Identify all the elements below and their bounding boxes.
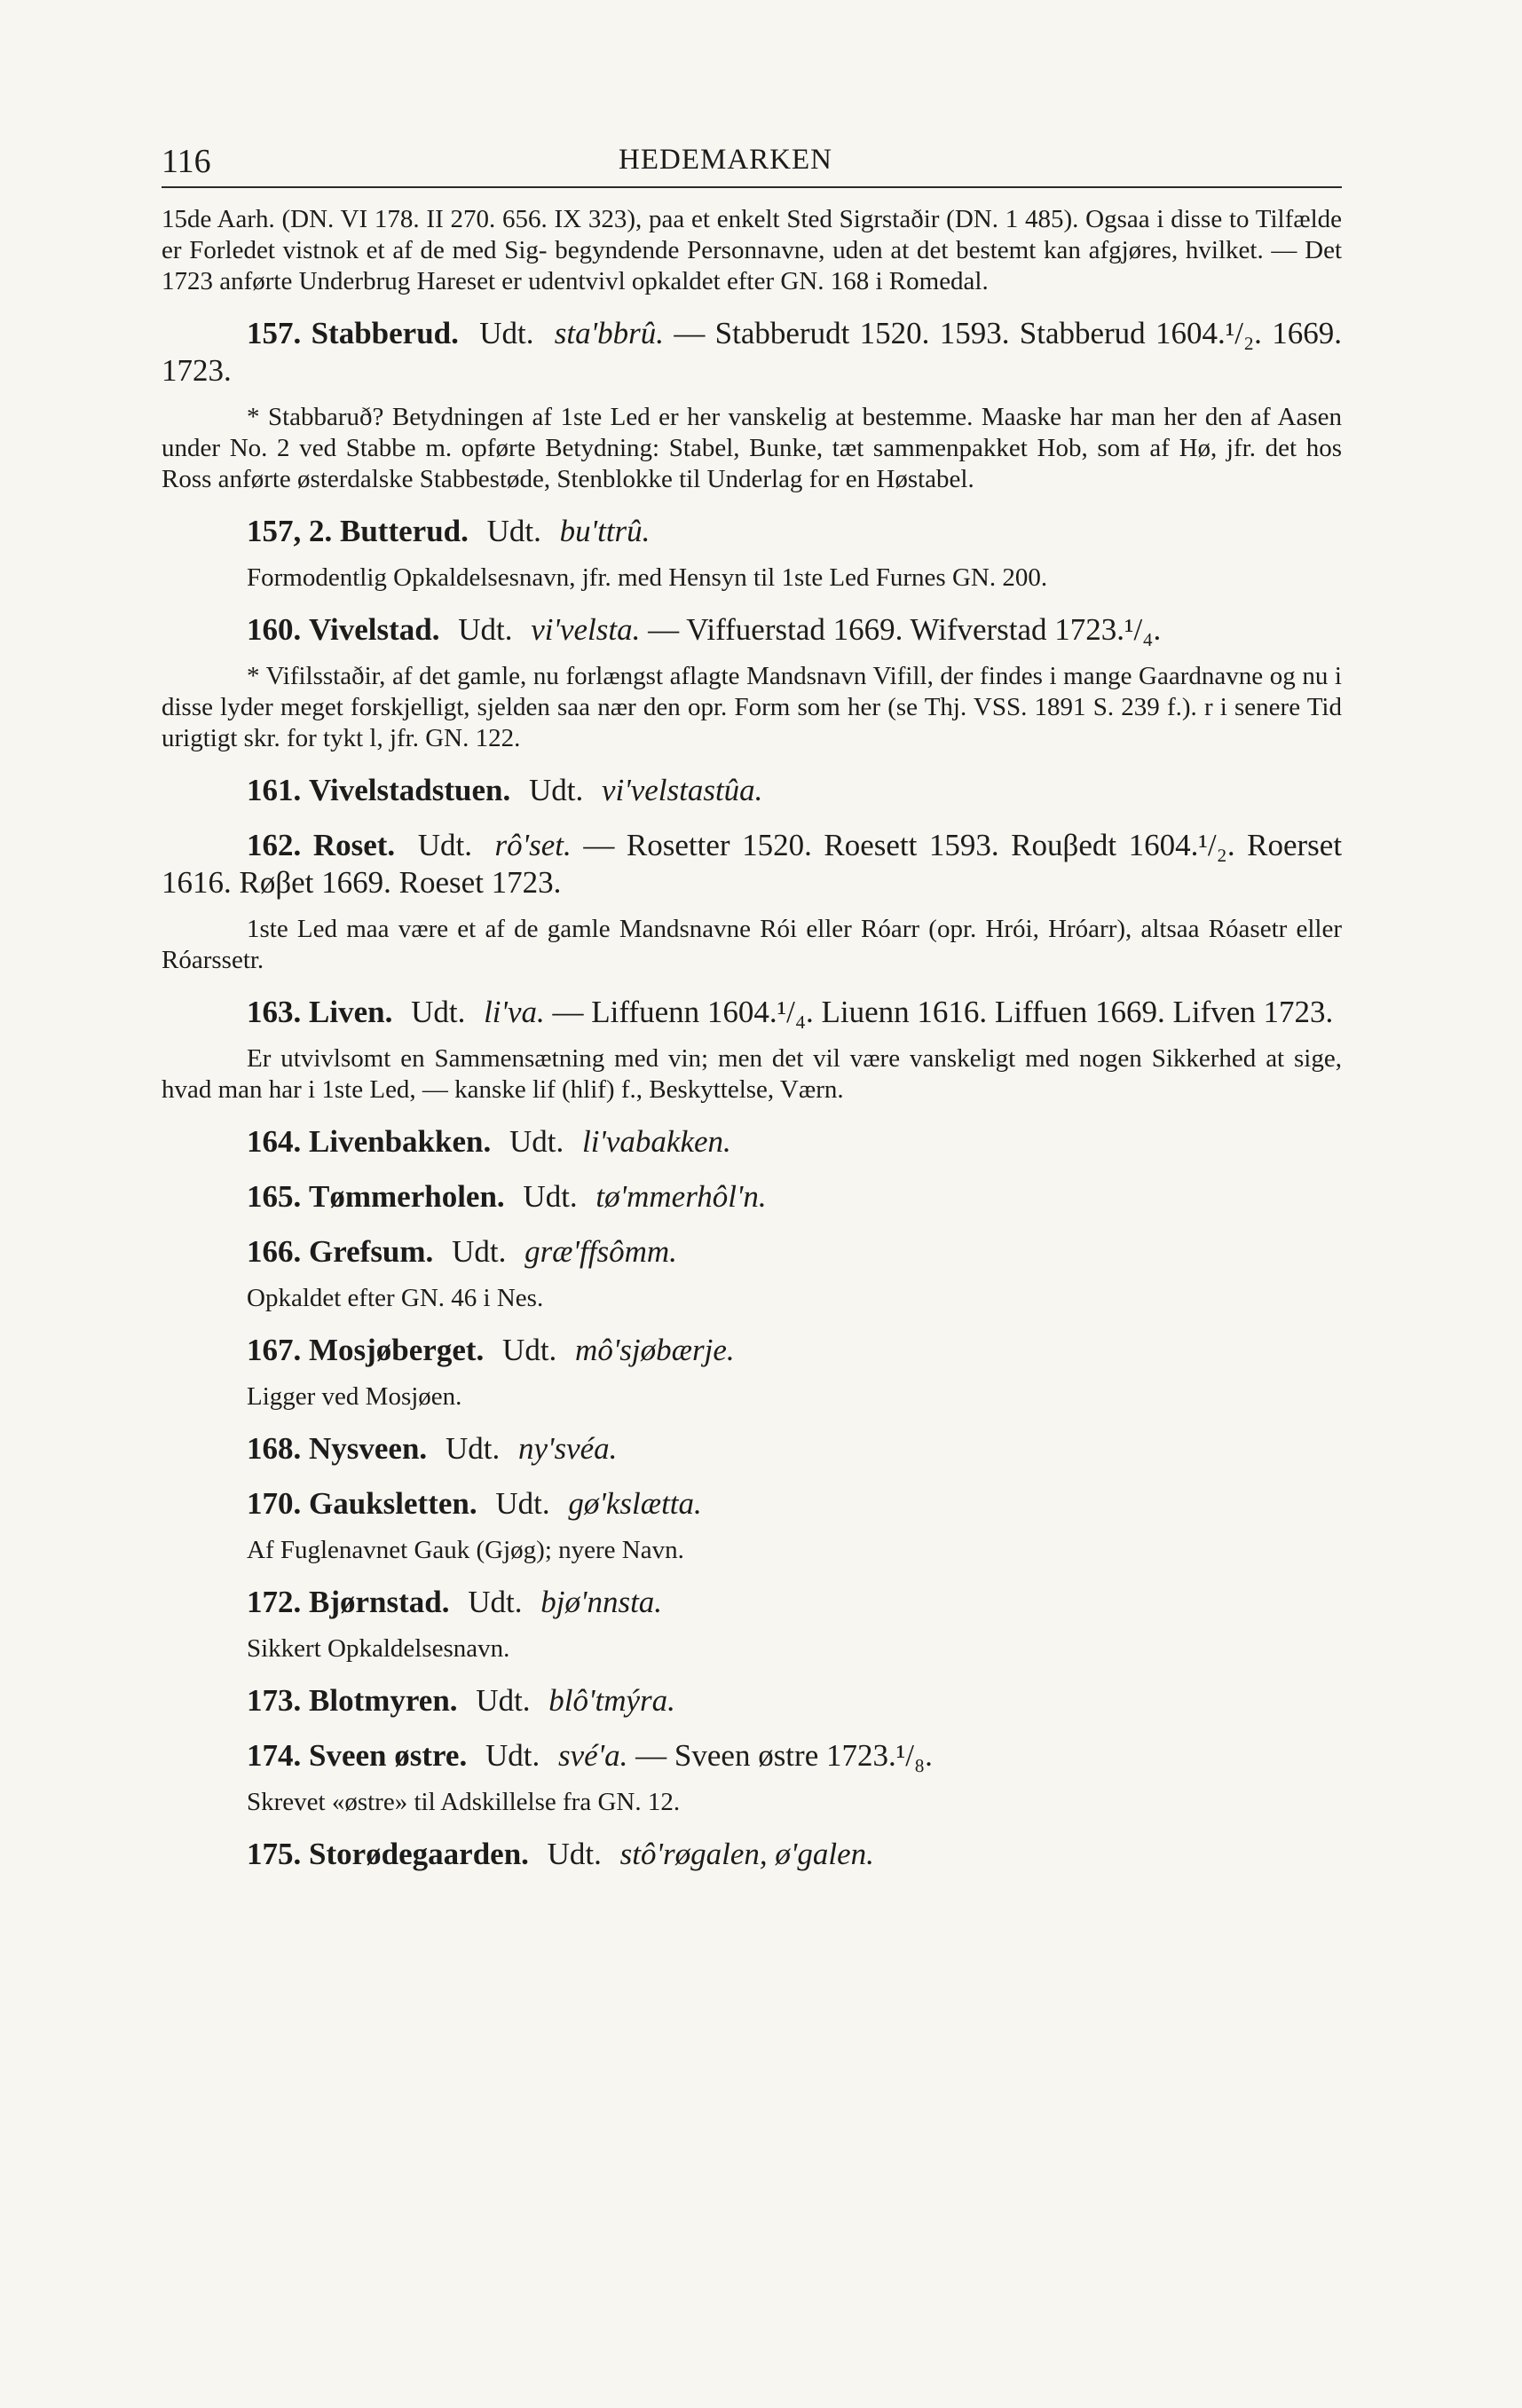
pronunciation: rô'set. <box>494 828 572 862</box>
pronunciation: sta'bbrû. <box>554 316 664 350</box>
pronunciation: vi'velsta. <box>531 612 641 647</box>
pronunciation: vi'velstastûa. <box>601 773 763 807</box>
entry-number: 170. <box>247 1486 302 1521</box>
pronunciation: bu'ttrû. <box>559 514 651 548</box>
udt-label: Udt. <box>479 316 534 350</box>
entry-number: 166. <box>247 1234 302 1269</box>
pronunciation: své'a. <box>557 1738 628 1773</box>
pronunciation: tø'mmerhôl'n. <box>595 1179 767 1214</box>
entry-name: Nysveen. <box>309 1431 428 1466</box>
page-number: 116 <box>162 143 211 180</box>
entry-name: Blotmyren. <box>309 1683 458 1718</box>
paragraph: Opkaldet efter GN. 46 i Nes. <box>247 1284 544 1312</box>
entry-170 <box>162 1485 1342 1523</box>
entry-forms: — Liffuenn 1604.¹/₄. Liuenn 1616. Liffuen 1669. Lifven 1723. <box>552 995 1334 1029</box>
entry-166 <box>162 1233 1342 1271</box>
entry-number: 174. <box>247 1738 302 1773</box>
entry-name: Butterud. <box>340 514 469 548</box>
entry-number: 164. <box>247 1124 302 1159</box>
paragraph: * Vifilsstaðir, af det gamle, nu forlængst aflagte Mandsnavn Vifill, der findes i mange Gaardnavne og nu i disse lyder meget forskjelligt, sjelden saa nær den opr. Form som her (se Thj. VSS. 1891 S. 239 f.). r i senere Tid urigtigt skr. for tykt l, jfr. GN. 122. <box>162 662 1342 752</box>
page-body <box>162 188 1342 1873</box>
entry-161 <box>162 772 1342 809</box>
udt-label: Udt. <box>528 773 584 807</box>
udt-label: Udt. <box>411 995 466 1029</box>
entry-name: Tømmerholen. <box>309 1179 505 1214</box>
entry-172 <box>162 1584 1342 1621</box>
entry-forms: — Rosetter 1520. Roesett 1593. Rouβedt 1604.¹/₂. Roerset 1616. Røβet 1669. Roeset 1723. <box>162 828 1343 900</box>
entry-number: 172. <box>247 1585 302 1619</box>
entry-name: Bjørnstad. <box>309 1585 450 1619</box>
paragraph: Af Fuglenavnet Gauk (Gjøg); nyere Navn. <box>247 1536 684 1564</box>
entry-name: Liven. <box>309 995 393 1029</box>
udt-label: Udt. <box>502 1333 557 1367</box>
entry-name: Vivelstad. <box>309 612 440 647</box>
paragraph: 1ste Led maa være et af de gamle Mandsnavne Rói eller Róarr (opr. Hrói, Hróarr), altsaa Róasetr eller Róarssetr. <box>162 915 1342 974</box>
pronunciation: græ'ffsômm. <box>524 1234 677 1269</box>
page-header <box>162 133 1342 188</box>
entry-number: 165. <box>247 1179 302 1214</box>
entry-number: 173. <box>247 1683 302 1718</box>
entry-name: Sveen østre. <box>309 1738 468 1773</box>
entry-160 <box>162 611 1342 649</box>
entry-name: Vivelstadstuen. <box>309 773 511 807</box>
running-head: HEDEMARKEN <box>619 144 832 176</box>
entry-174 <box>162 1737 1342 1775</box>
entry-name: Stabberud. <box>311 316 459 350</box>
entry-175 <box>162 1836 1342 1873</box>
entry-number: 168. <box>247 1431 302 1466</box>
udt-label: Udt. <box>547 1837 602 1871</box>
entry-157-2 <box>162 513 1342 550</box>
udt-label: Udt. <box>486 514 541 548</box>
paragraph: 15de Aarh. (DN. VI 178. II 270. 656. IX 323), paa et enkelt Sted Sigrstaðir (DN. 1 485). Ogsaa i disse to Tilfælde er Forledet vistnok et af de med Sig- begyndende Personnavne, uden at det bestemt kan afgjøres, hvilket. — Det 1723 anførte Underbrug Hareset er udentvivl opkaldet efter GN. 168 i Romedal. <box>162 205 1342 295</box>
paragraph: Sikkert Opkaldelsesnavn. <box>247 1634 510 1663</box>
pronunciation: blô'tmýra. <box>548 1683 675 1718</box>
entry-164 <box>162 1123 1342 1161</box>
udt-label: Udt. <box>468 1585 523 1619</box>
udt-label: Udt. <box>417 828 472 862</box>
udt-label: Udt. <box>509 1124 564 1159</box>
paragraph: Skrevet «østre» til Adskillelse fra GN. 12. <box>247 1788 681 1816</box>
entry-number: 162. <box>247 828 302 862</box>
entry-157 <box>162 315 1342 390</box>
entry-name: Gauksletten. <box>309 1486 477 1521</box>
entry-number: 157. <box>247 316 302 350</box>
entry-forms: — Sveen østre 1723.¹/₈. <box>635 1738 933 1773</box>
entry-number: 157, 2. <box>247 514 333 548</box>
entry-number: 160. <box>247 612 302 647</box>
entry-162 <box>162 827 1342 901</box>
entry-number: 167. <box>247 1333 302 1367</box>
entry-163 <box>162 994 1342 1031</box>
udt-label: Udt. <box>458 612 513 647</box>
pronunciation: gø'kslætta. <box>568 1486 702 1521</box>
pronunciation: li'va. <box>484 995 545 1029</box>
entry-165 <box>162 1178 1342 1216</box>
entry-name: Storødegaarden. <box>309 1837 529 1871</box>
pronunciation: ny'svéa. <box>517 1431 618 1466</box>
entry-name: Livenbakken. <box>309 1124 492 1159</box>
paragraph: Ligger ved Mosjøen. <box>247 1382 462 1411</box>
entry-number: 163. <box>247 995 302 1029</box>
entry-name: Mosjøberget. <box>309 1333 485 1367</box>
entry-168 <box>162 1430 1342 1468</box>
entry-forms: — Stabberudt 1520. 1593. Stabberud 1604.¹/₂. 1669. 1723. <box>162 316 1342 388</box>
pronunciation: stô'røgalen, ø'galen. <box>619 1837 874 1871</box>
pronunciation: bjø'nnsta. <box>540 1585 663 1619</box>
entry-name: Roset. <box>312 828 396 862</box>
udt-label: Udt. <box>476 1683 531 1718</box>
udt-label: Udt. <box>523 1179 578 1214</box>
udt-label: Udt. <box>485 1738 540 1773</box>
pronunciation: li'vabakken. <box>581 1124 731 1159</box>
paragraph: Er utvivlsomt en Sammensætning med vin; men det vil være vanskeligt med nogen Sikkerhed at sige, hvad man har i 1ste Led, — kanske lif (hlif) f., Beskyttelse, Værn. <box>162 1044 1342 1104</box>
pronunciation: mô'sjøbærje. <box>575 1333 735 1367</box>
udt-label: Udt. <box>495 1486 550 1521</box>
entry-name: Grefsum. <box>309 1234 434 1269</box>
entry-number: 161. <box>247 773 302 807</box>
udt-label: Udt. <box>452 1234 507 1269</box>
entry-number: 175. <box>247 1837 302 1871</box>
udt-label: Udt. <box>445 1431 501 1466</box>
paragraph: * Stabbaruð? Betydningen af 1ste Led er her vanskelig at bestemme. Maaske har man her den af Aasen under No. 2 ved Stabbe m. opførte Betydning: Stabel, Bunke, tæt sammenpakket Hob, som af Hø, jfr. det hos Ross anførte østerdalske Stabbestøde, Stenblokke til Underlag for en Høstabel. <box>162 403 1342 493</box>
entry-forms: — Viffuerstad 1669. Wifverstad 1723.¹/₄. <box>648 612 1162 647</box>
entry-173 <box>162 1682 1342 1719</box>
entry-167 <box>162 1332 1342 1369</box>
paragraph: Formodentlig Opkaldelsesnavn, jfr. med Hensyn til 1ste Led Furnes GN. 200. <box>247 563 1048 592</box>
page <box>162 133 1342 1873</box>
